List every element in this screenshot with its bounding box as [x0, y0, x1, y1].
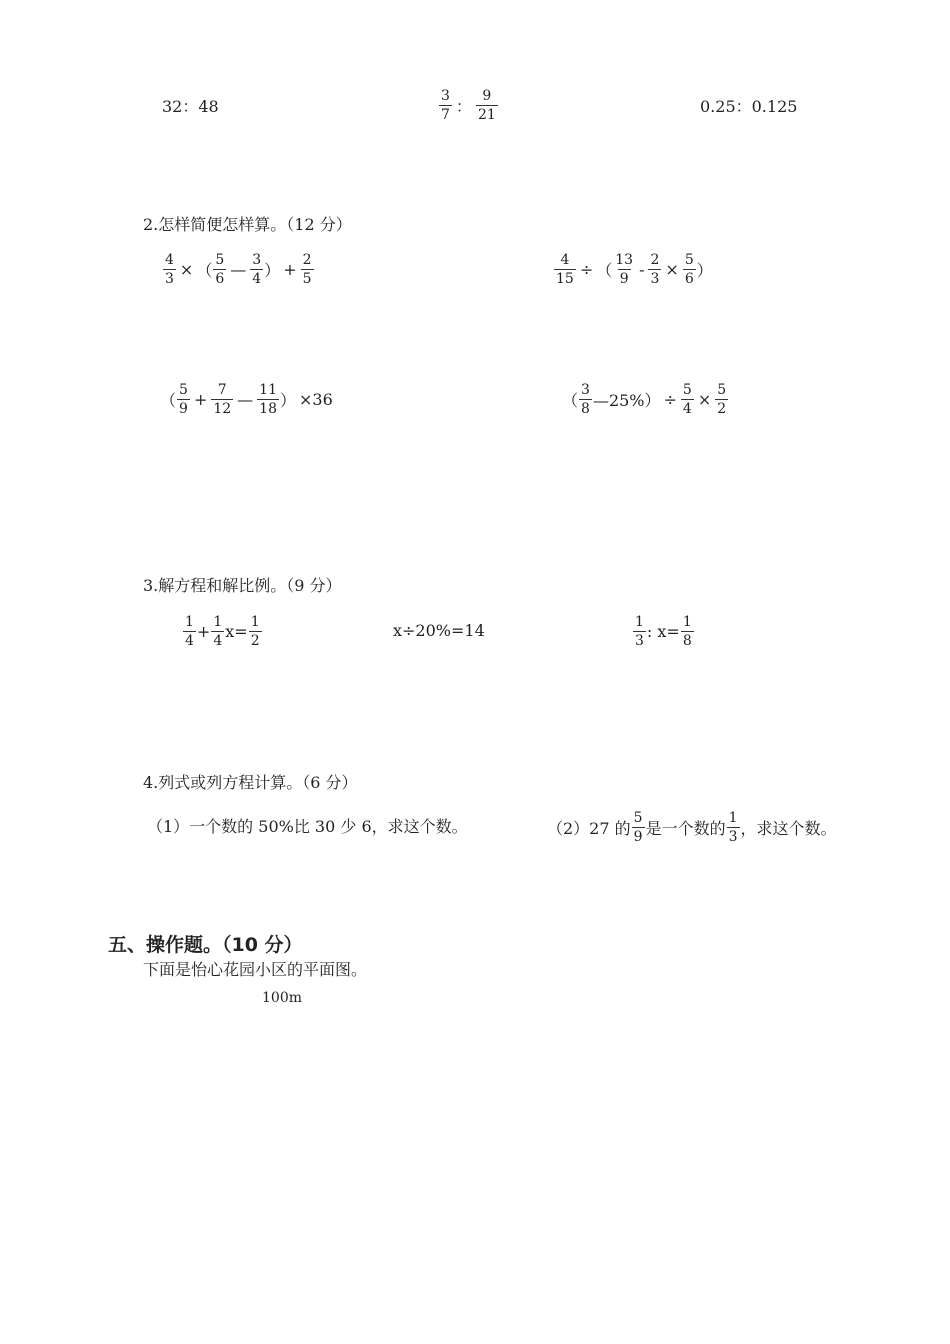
- q2-expression-1: $\frac{4}{3}$ × （ $\frac{5}{6}$ — $\frac{3}{4}$ ） + $\frac{2}{5}$: [165, 252, 312, 287]
- fraction: $\frac{3}{8}$: [581, 382, 590, 417]
- fraction: $\frac{5}{4}$: [682, 382, 692, 417]
- ratio-1: 32：48: [162, 97, 219, 116]
- fraction: $\frac{5}{9}$: [633, 810, 643, 845]
- fraction: $\frac{1}{4}$: [213, 614, 223, 649]
- fraction: $\frac{4}{15}$: [556, 252, 574, 287]
- fraction: $\frac{1}{3}$: [728, 810, 738, 845]
- question-3-title: 3.解方程和解比例。（9 分）: [143, 576, 342, 595]
- fraction: $\frac{2}{3}$: [650, 252, 660, 287]
- q4-problem-1: （1）一个数的 50%比 30 少 6，求这个数。: [147, 817, 468, 836]
- fraction: $\frac{1}{8}$: [682, 614, 692, 649]
- q3-proportion-3: $\frac{1}{3}$ : x= $\frac{1}{8}$: [635, 614, 692, 649]
- q2-expression-4: （ $\frac{3}{8}$ —25%） ÷ $\frac{5}{4}$ × $\frac{5}{2}$: [562, 382, 727, 417]
- ratio-3: 0.25：0.125: [700, 97, 798, 116]
- fraction: $\frac{5}{6}$: [215, 252, 225, 287]
- q2-expression-2: $\frac{4}{15}$ ÷ （ $\frac{13}{9}$ - $\frac{2}{3}$ × $\frac{5}{6}$ ）: [556, 252, 713, 287]
- fraction: $\frac{3}{7}$: [441, 88, 450, 123]
- fraction: $\frac{4}{3}$: [165, 252, 174, 287]
- fraction: $\frac{5}{6}$: [684, 252, 694, 287]
- q3-equation-2: x÷20%=14: [393, 621, 485, 640]
- fraction: $\frac{3}{4}$: [252, 252, 262, 287]
- fraction: $\frac{2}{5}$: [302, 252, 312, 287]
- section-5-description: 下面是怡心花园小区的平面图。: [143, 960, 368, 979]
- fraction: $\frac{5}{9}$: [179, 382, 188, 417]
- question-2-title: 2.怎样简便怎样算。（12 分）: [143, 215, 352, 234]
- q2-expression-3: （ $\frac{5}{9}$ + $\frac{7}{12}$ — $\frac{11}{18}$ ） ×36: [160, 382, 333, 417]
- fraction: $\frac{5}{2}$: [717, 382, 727, 417]
- question-4-title: 4.列式或列方程计算。（6 分）: [143, 773, 358, 792]
- fraction: $\frac{1}{2}$: [250, 614, 260, 649]
- fraction: $\frac{1}{4}$: [185, 614, 194, 649]
- ratio-2: $\frac{3}{7}$ ： $\frac{9}{21}$: [441, 88, 496, 123]
- scale-label: 100m: [262, 990, 302, 1006]
- fraction: $\frac{1}{3}$: [635, 614, 644, 649]
- q4-problem-2: （2）27 的 $\frac{5}{9}$ 是一个数的 $\frac{1}{3}$ ，求这个数。: [547, 810, 837, 845]
- fraction: $\frac{11}{18}$: [259, 382, 277, 417]
- q3-equation-1: $\frac{1}{4}$ + $\frac{1}{4}$ x= $\frac{1}{2}$: [185, 614, 260, 649]
- fraction: $\frac{13}{9}$: [615, 252, 634, 287]
- fraction: $\frac{7}{12}$: [213, 382, 232, 417]
- section-5-title: 五、操作题。（10 分）: [108, 934, 303, 956]
- fraction: $\frac{9}{21}$: [477, 88, 496, 123]
